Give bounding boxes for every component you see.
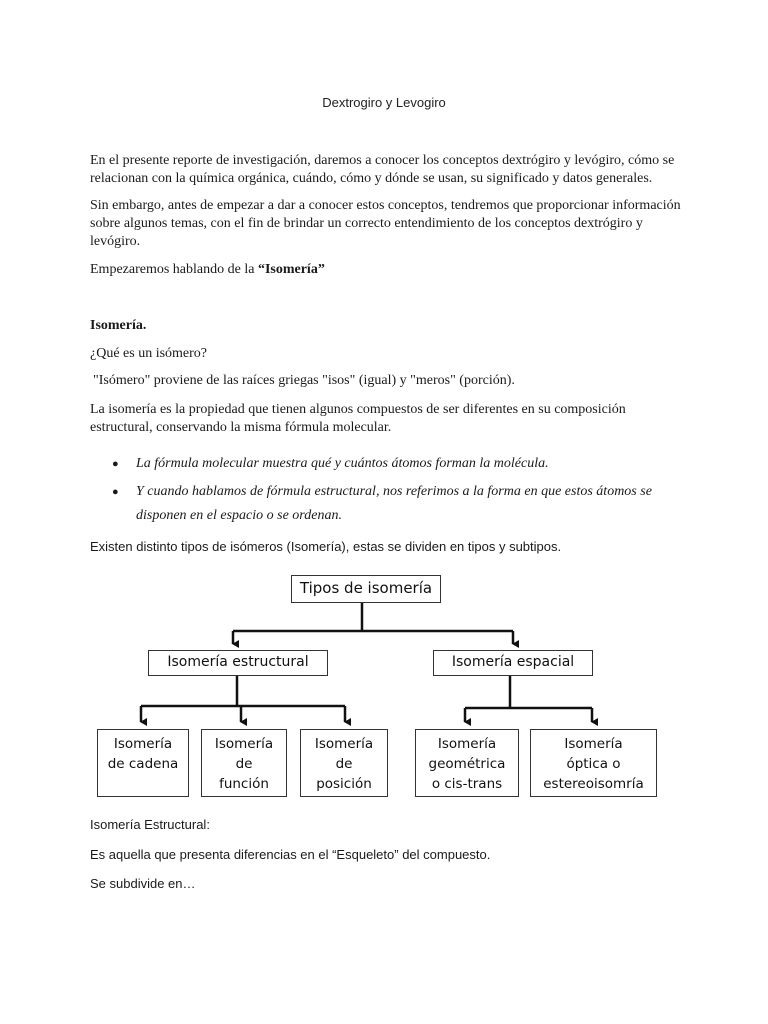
transition-bold-term: “Isomería” [257,262,325,277]
transition-paragraph [90,261,690,279]
node-isomeria-posicion [300,729,388,797]
node-isomeria-estructural: Isomería estructural [148,650,328,676]
types-intro-line: Existen distinto tipos de isómeros (Isomería), estas se dividen en tipos y subtipos. [90,539,562,554]
node-line: de cadena [107,756,179,772]
subdivide-line: Se subdivide en… [90,876,196,891]
node-line: Isomería [437,736,497,752]
node-line: función [219,776,269,792]
definition-paragraph: La isomería es la propiedad que tienen algunos compuestos de ser diferentes en su composición estructural, conservando la misma fórmula molecular. [90,402,626,435]
question-line: ¿Qué es un isómero? [90,346,208,361]
node-line: Isomería [113,736,173,752]
bullet-list [112,452,672,532]
list-item [112,452,672,476]
node-line: Isomería [214,736,274,752]
node-line: de [335,756,353,772]
node-isomeria-funcion [201,729,287,797]
bullet-icon: ● [112,458,119,470]
node-line: posición [316,776,372,792]
list-item [112,480,672,528]
node-line: de [235,756,253,772]
node-line: Isomería [564,736,623,752]
node-isomeria-optica [530,729,657,797]
bullet-text: Y cuando hablamos de fórmula estructural, nos referimos a la forma en que estos átomos se disponen en el espacio o se ordenan. [136,484,652,523]
subsection-label-estructural: Isomería Estructural: [90,817,210,832]
node-line: óptica o [566,756,621,772]
node-isomeria-espacial: Isomería espacial [433,650,593,676]
document-title: Dextrogiro y Levogiro [322,95,446,110]
node-line: estereoisomría [543,776,644,792]
intro-paragraph: En el presente reporte de investigación, daremos a conocer los conceptos dextrógiro y levógiro, cómo se relacionan con la química orgánica, cuándo, cómo y dónde se usan, su significado y datos generales. [90,153,675,186]
preface-paragraph: Sin embargo, antes de empezar a dar a conocer estos conceptos, tendremos que proporcionar información sobre algunos temas, con el fin de brindar un correcto entendimiento de los conceptos dextrógiro y levógiro. [90,198,681,249]
node-line: Isomería [314,736,374,752]
node-isomeria-cadena [97,729,189,797]
node-tipos-isomeria: Tipos de isomería [291,575,441,603]
bullet-icon: ● [112,486,119,498]
estructural-definition: Es aquella que presenta diferencias en el “Esqueleto” del compuesto. [90,847,491,862]
transition-text: Empezaremos hablando de la [90,262,258,277]
section-heading-isomeria: Isomería. [90,318,147,333]
node-line: geométrica [428,756,506,772]
node-line: o cis-trans [431,776,503,792]
bullet-text: La fórmula molecular muestra qué y cuántos átomos forman la molécula. [136,456,549,471]
etymology-line: "Isómero" proviene de las raíces griegas "isos" (igual) y "meros" (porción). [93,373,515,388]
node-isomeria-geometrica [415,729,519,797]
